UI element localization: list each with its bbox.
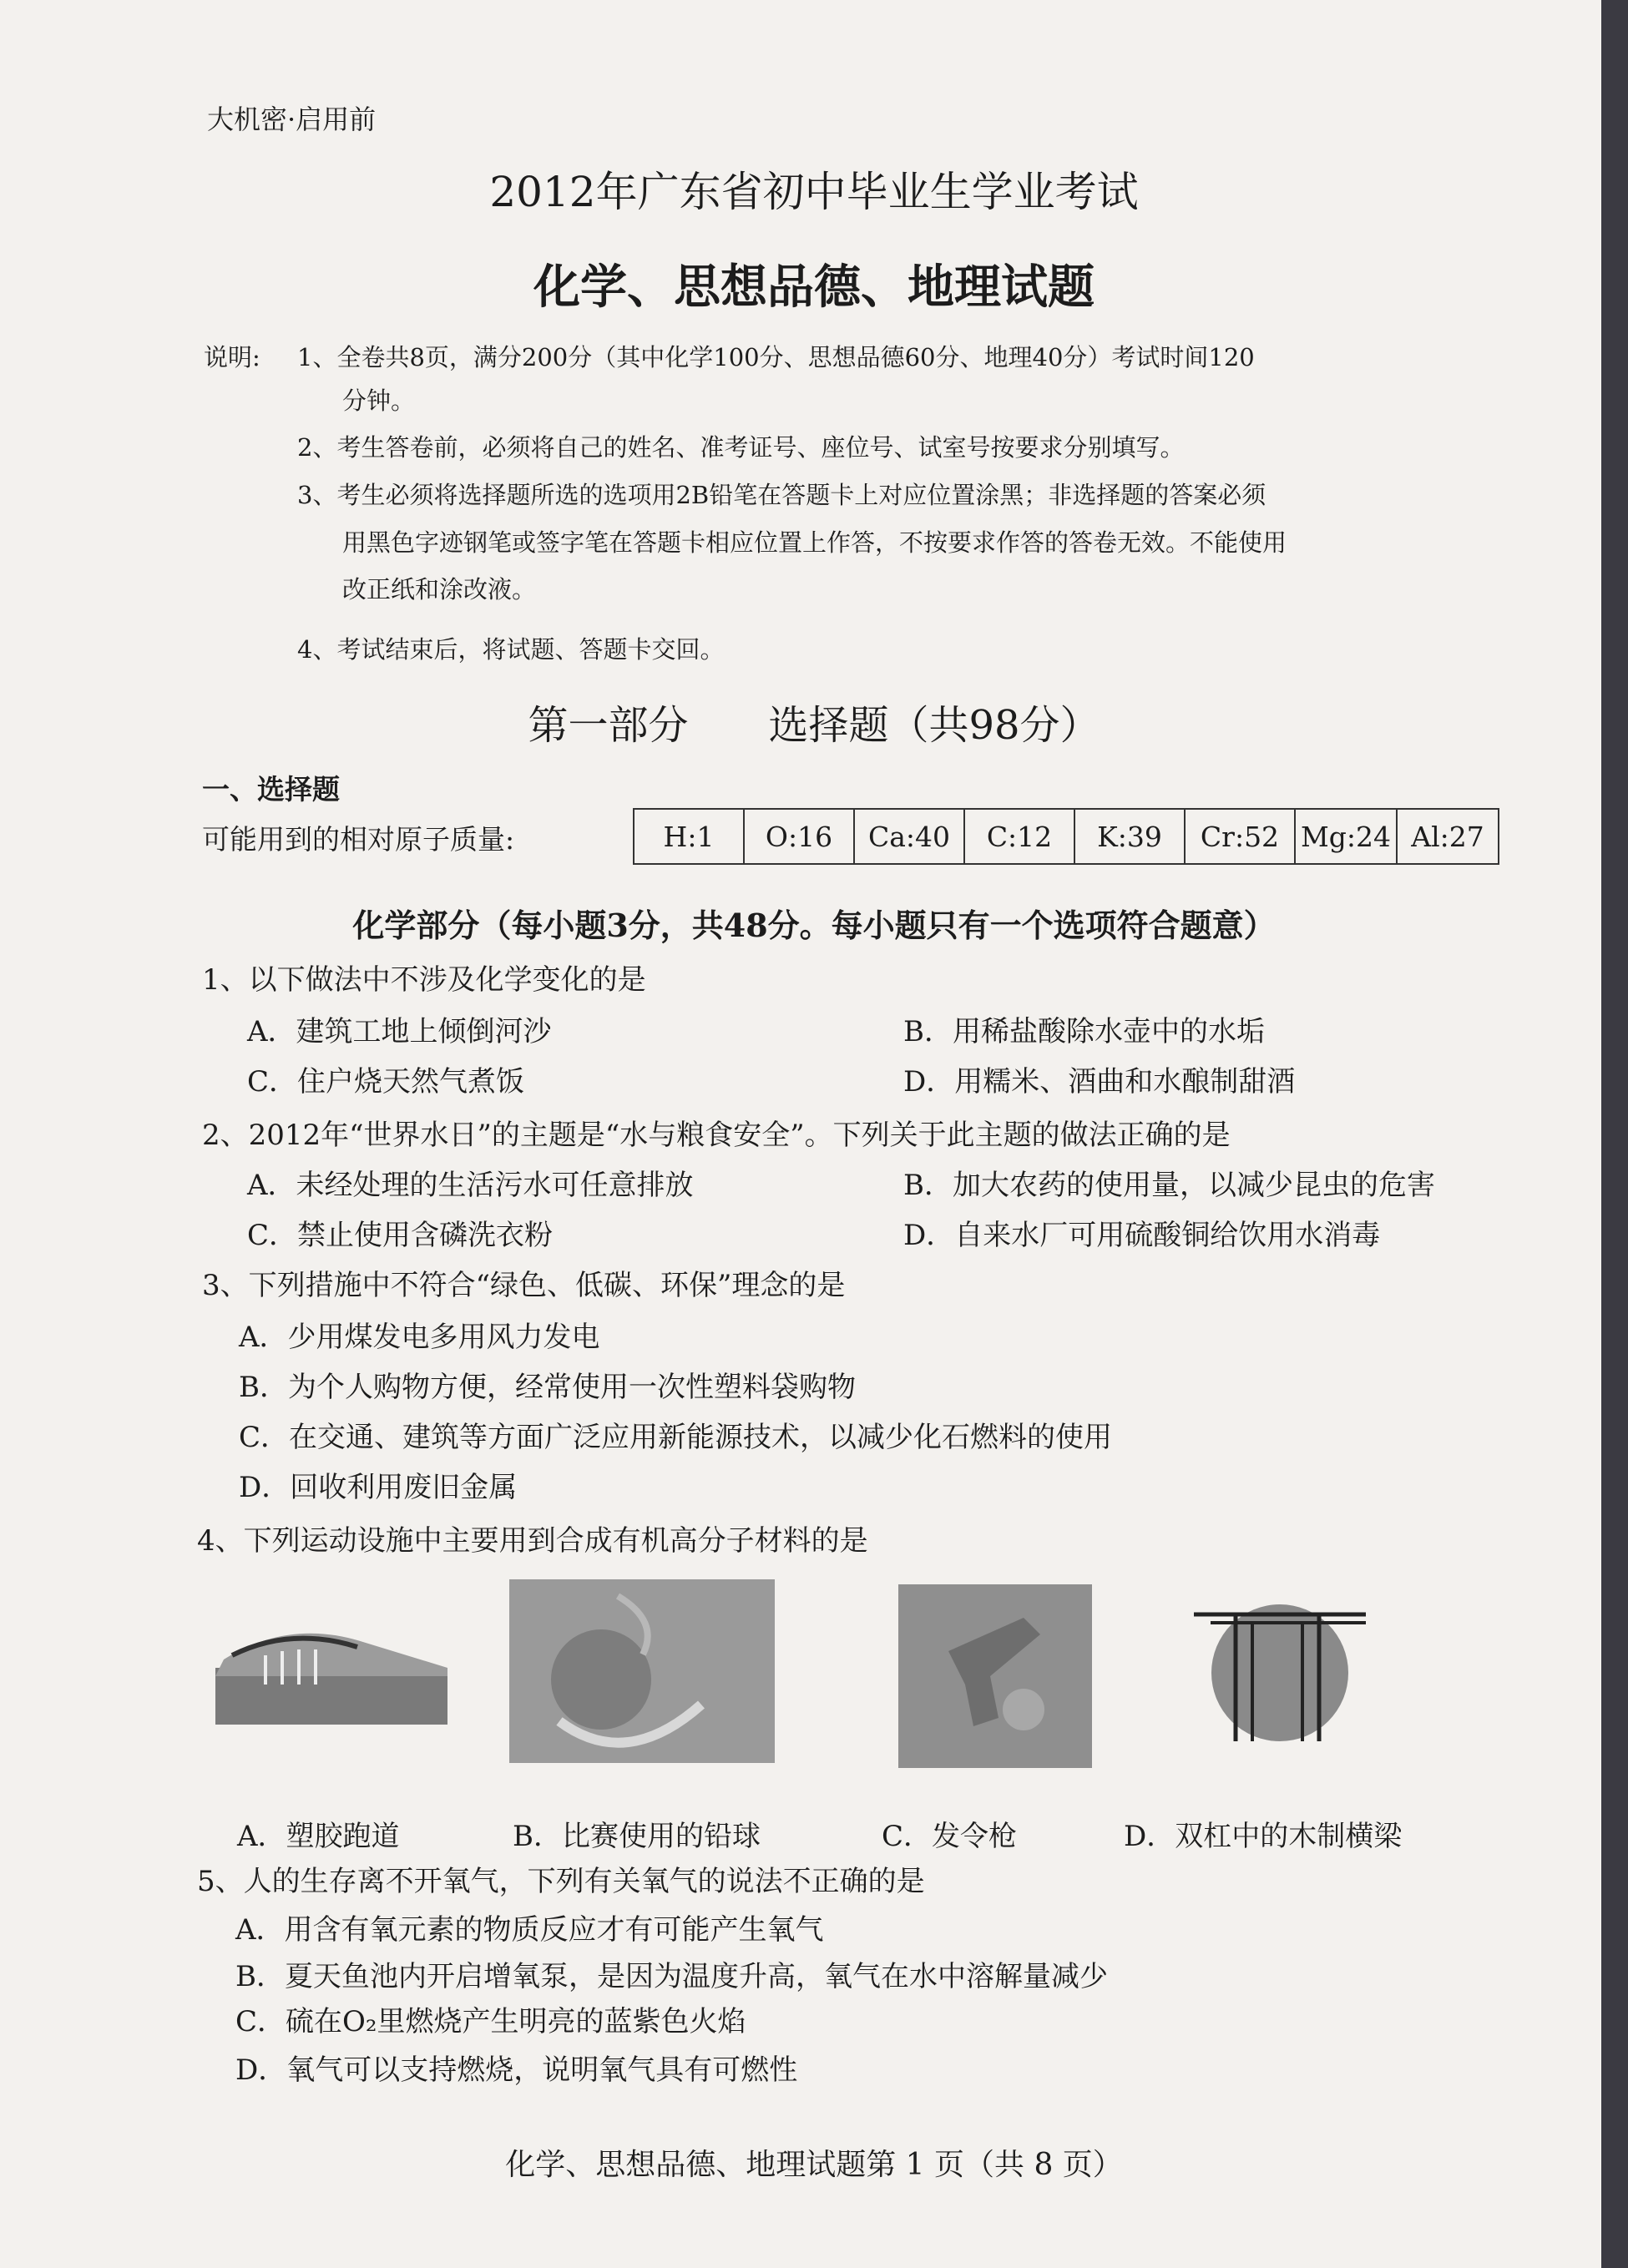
instruction-line: 分钟。 bbox=[342, 386, 416, 415]
paper-title: 化学、思想品德、地理试题 bbox=[533, 260, 1095, 315]
confidential-label: 大机密·启用前 bbox=[207, 104, 377, 135]
scan-edge bbox=[1601, 0, 1628, 2268]
atomic-mass-cell: K:39 bbox=[1074, 809, 1185, 864]
option: C．硫在O₂里燃烧产生明亮的蓝紫色火焰 bbox=[235, 2005, 746, 2038]
option: B．加大农药的使用量，以减少昆虫的危害 bbox=[903, 1169, 1435, 1202]
instruction-line: 4、考试结束后，将试题、答题卡交回。 bbox=[297, 635, 725, 664]
instruction-line: 1、全卷共8页，满分200分（其中化学100分、思想品德60分、地理40分）考试时间120 bbox=[297, 343, 1255, 371]
option: D．双杠中的木制横梁 bbox=[1124, 1820, 1403, 1853]
page-footer: 化学、思想品德、地理试题第 1 页（共 8 页） bbox=[505, 2148, 1123, 2182]
atomic-mass-cell: C:12 bbox=[964, 809, 1074, 864]
atomic-mass-cell: Al:27 bbox=[1397, 809, 1499, 864]
parallel-bars-image bbox=[1194, 1604, 1366, 1741]
shot-put-image bbox=[509, 1579, 775, 1763]
question-stem: 1、以下做法中不涉及化学变化的是 bbox=[202, 963, 646, 997]
option: D．用糯米、酒曲和水酿制甜酒 bbox=[903, 1065, 1296, 1099]
atomic-mass-cell: Cr:52 bbox=[1185, 809, 1295, 864]
option: A．未经处理的生活污水可任意排放 bbox=[247, 1169, 694, 1202]
question-stem: 4、下列运动设施中主要用到合成有机高分子材料的是 bbox=[197, 1524, 868, 1558]
option: C．住户烧天然气煮饭 bbox=[247, 1065, 525, 1099]
option: A．用含有氧元素的物质反应才有可能产生氧气 bbox=[235, 1913, 824, 1947]
option: A．建筑工地上倾倒河沙 bbox=[247, 1015, 552, 1048]
option: C．禁止使用含磷洗衣粉 bbox=[247, 1219, 554, 1252]
section-title: 第一部分 选择题（共98分） bbox=[528, 702, 1100, 749]
option: B．比赛使用的铅球 bbox=[513, 1820, 761, 1853]
atomic-mass-cell: H:1 bbox=[634, 809, 744, 864]
instructions-prefix: 说明: bbox=[204, 343, 260, 371]
plastic-track-image bbox=[215, 1609, 447, 1725]
instruction-line: 2、考生答卷前，必须将自己的姓名、准考证号、座位号、试室号按要求分别填写。 bbox=[297, 433, 1185, 462]
question-stem: 5、人的生存离不开氧气，下列有关氧气的说法不正确的是 bbox=[197, 1865, 925, 1898]
option: B．用稀盐酸除水壶中的水垢 bbox=[903, 1015, 1265, 1048]
option: C．发令枪 bbox=[882, 1820, 1018, 1853]
option: D．回收利用废旧金属 bbox=[239, 1471, 518, 1504]
instruction-line: 用黑色字迹钢笔或签字笔在答题卡相应位置上作答，不按要求作答的答卷无效。不能使用 bbox=[342, 528, 1287, 557]
option: A．塑胶跑道 bbox=[237, 1820, 400, 1853]
instruction-line: 3、考生必须将选择题所选的选项用2B铅笔在答题卡上对应位置涂黑；非选择题的答案必须 bbox=[297, 481, 1267, 509]
option: D．氧气可以支持燃烧，说明氧气具有可燃性 bbox=[235, 2053, 798, 2087]
option: B．夏天鱼池内开启增氧泵，是因为温度升高，氧气在水中溶解量减少 bbox=[235, 1960, 1108, 1993]
option: D．自来水厂可用硫酸铜给饮用水消毒 bbox=[903, 1219, 1381, 1252]
atomic-mass-cell: Mg:24 bbox=[1295, 809, 1397, 864]
option: C．在交通、建筑等方面广泛应用新能源技术，以减少化石燃料的使用 bbox=[239, 1421, 1113, 1454]
option: B．为个人购物方便，经常使用一次性塑料袋购物 bbox=[239, 1371, 856, 1404]
starting-pistol-image bbox=[898, 1584, 1092, 1768]
atomic-mass-cell: Ca:40 bbox=[854, 809, 964, 864]
question-stem: 3、下列措施中不符合“绿色、低碳、环保”理念的是 bbox=[202, 1269, 846, 1302]
atomic-mass-label: 可能用到的相对原子质量: bbox=[202, 823, 515, 856]
option: A．少用煤发电多用风力发电 bbox=[239, 1321, 600, 1354]
instruction-line: 改正纸和涂改液。 bbox=[342, 575, 537, 604]
exam-title: 2012年广东省初中毕业生学业考试 bbox=[489, 168, 1139, 216]
atomic-mass-cell: O:16 bbox=[744, 809, 854, 864]
question-stem: 2、2012年“世界水日”的主题是“水与粮食安全”。下列关于此主题的做法正确的是 bbox=[202, 1119, 1231, 1152]
atomic-mass-table bbox=[633, 808, 1499, 865]
chemistry-heading: 化学部分（每小题3分，共48分。每小题只有一个选项符合题意） bbox=[352, 907, 1276, 944]
part-heading: 一、选择题 bbox=[202, 773, 340, 806]
